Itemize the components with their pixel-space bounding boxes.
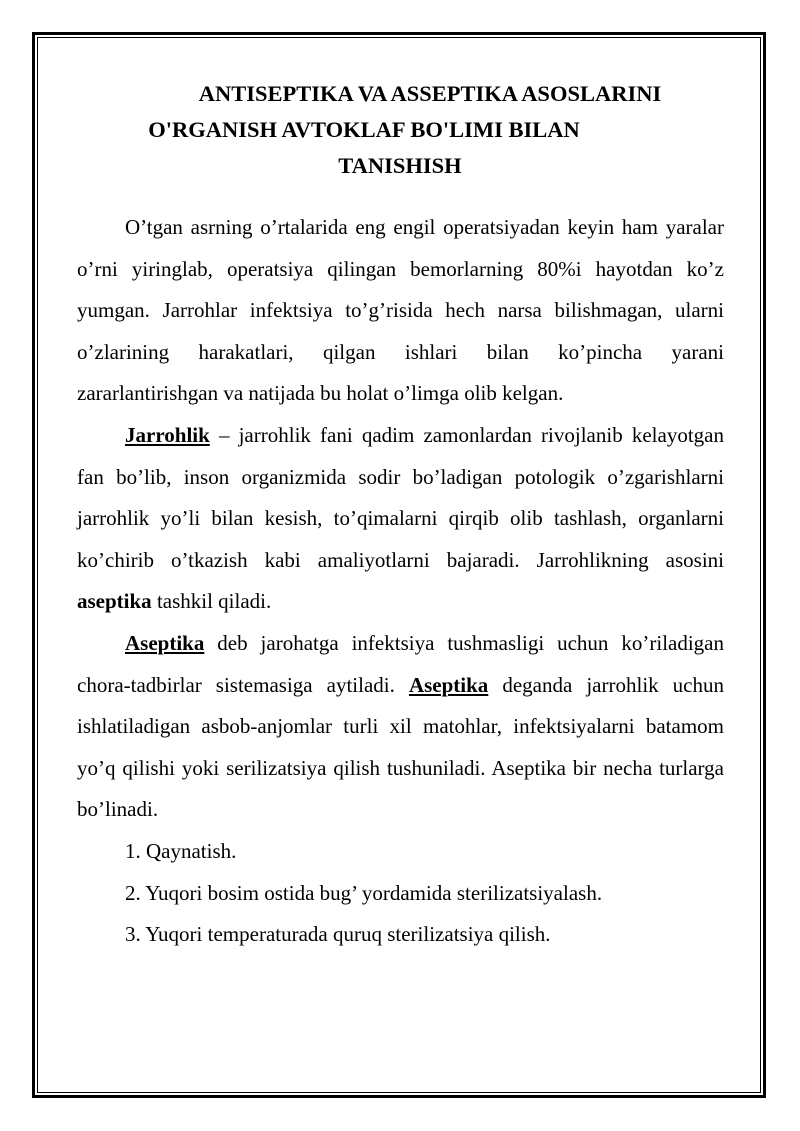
paragraph-text: deganda jarrohlik uchun ishlatiladigan asbob-anjomlar turli xil matohlar, infektsiyalarni batamom yo’q qilishi yoki serilizatsiya qilish tushuniladi. Aseptika bir necha turlarga bo’linadi. [77, 672, 725, 822]
paragraph-text: deb jarohatga infektsiya tushmasligi uchun ko’riladigan chora-tadbirlar sistemasiga aytiladi. [77, 630, 724, 697]
document-body [77, 207, 724, 956]
title-line: TANISHISH [338, 153, 462, 178]
list-item: 1. Qaynatish. [125, 838, 237, 863]
title-line: O'RGANISH AVTOKLAF BO'LIMI BILAN [148, 117, 580, 142]
paragraph-aseptika [77, 623, 724, 831]
list-item: 3. Yuqori temperaturada quruq sterilizatsiya qilish. [125, 922, 551, 947]
paragraph-text: tashkil qiladi. [151, 589, 272, 614]
term-aseptika: Aseptika [125, 630, 205, 655]
paragraph-jarrohlik [77, 415, 724, 623]
list-item: 2. Yuqori bosim ostida bug’ yordamida sterilizatsiyalash. [125, 880, 603, 905]
term-aseptika-2: Aseptika [408, 672, 489, 697]
paragraph-history: O’tgan asrning o’rtalarida eng engil operatsiyadan keyin ham yaralar o’rni yiringlab, operatsiya qilingan bemorlarning 80%i hayotdan ko’z yumgan. Jarrohlar infektsiya to’g’risida hech narsa bilishmagan, ularni o’zlarining harakatlari, qilgan ishlari bilan ko’pincha yarani zararlantirishgan va natijada bu holat o’limga olib kelgan. [77, 215, 724, 406]
bold-term-aseptika: aseptika [77, 589, 152, 614]
paragraph-text: – jarrohlik fani qadim zamonlardan rivojlanib kelayotgan fan bo’lib, inson organizmida sodir bo’ladigan potologik o’zgarishlarni jarrohlik yo’li bilan kesish, to’qimalarni qirqib olib tashlash, organlarni ko’chirib o’tkazish kabi amaliyotlarni bajaradi. Jarrohlikning asosini [77, 422, 724, 572]
document-title [100, 76, 700, 184]
term-jarrohlik: Jarrohlik [125, 422, 210, 447]
title-line: ANTISEPTIKA VA ASSEPTIKA ASOSLARINI [198, 81, 662, 106]
